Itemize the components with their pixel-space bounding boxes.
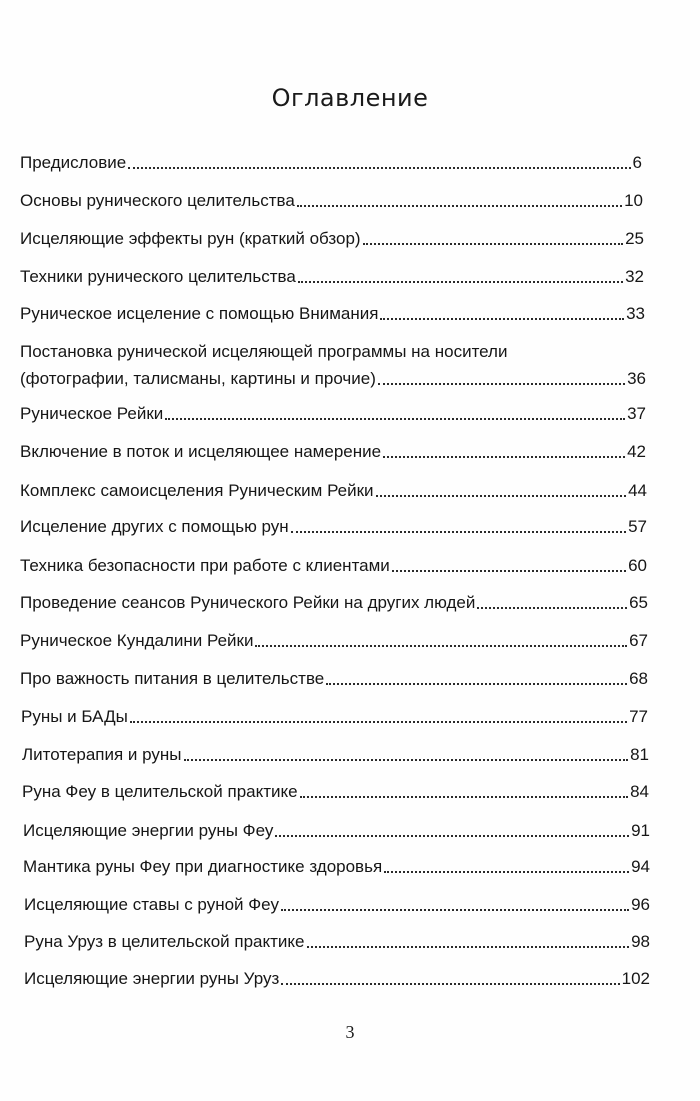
toc-entry-label: Исцеляющие эффекты рун (краткий обзор) <box>20 229 361 248</box>
toc-entry-label: Литотерапия и руны <box>22 745 182 764</box>
dot-leader <box>380 318 624 320</box>
toc-entry-label: Про важность питания в целительстве <box>20 669 325 688</box>
toc-entry-label: Руническое Кундалини Рейки <box>20 631 254 650</box>
toc-entry-page: 60 <box>628 556 647 575</box>
toc-entry-page: 84 <box>630 782 649 801</box>
toc-entry-label: Комплекс самоисцеления Руническим Рейки <box>20 481 374 500</box>
toc-entry-label: Исцеление других с помощью рун <box>20 517 289 536</box>
toc-entry <box>20 481 647 501</box>
toc-entry-page: 65 <box>629 593 648 612</box>
toc-entry <box>20 669 648 689</box>
toc-entry <box>20 631 648 651</box>
toc-entry-label: Исцеляющие ставы с руной Феу <box>24 895 279 914</box>
toc-entry <box>20 229 644 249</box>
dot-leader <box>275 835 629 837</box>
toc-entry <box>20 404 646 424</box>
toc-entry-page: 42 <box>627 442 646 461</box>
toc-entry <box>20 267 644 287</box>
dot-leader <box>378 383 625 385</box>
toc-entry-page: 44 <box>628 481 647 500</box>
toc-entry-page: 91 <box>631 821 650 840</box>
toc-entry <box>20 304 645 324</box>
dot-leader <box>184 759 629 761</box>
toc-entry-page: 25 <box>625 229 644 248</box>
toc-entry-label: Руны и БАДы <box>21 707 128 726</box>
toc-entry <box>20 556 647 576</box>
toc-entry <box>20 191 643 211</box>
toc-entry-page: 98 <box>631 932 650 951</box>
toc-entry-label: Руна Уруз в целительской практике <box>24 932 305 951</box>
toc-entry-label: Проведение сеансов Рунического Рейки на других людей <box>20 593 476 612</box>
toc-entry <box>21 707 648 727</box>
toc-entry-page: 67 <box>629 631 648 650</box>
page-number: 3 <box>345 1022 355 1042</box>
toc-entry <box>20 369 646 389</box>
dot-leader <box>281 909 629 911</box>
toc-entry-label: Основы рунического целительства <box>20 191 295 210</box>
toc-entry-page: 33 <box>626 304 645 323</box>
dot-leader <box>300 796 628 798</box>
dot-leader <box>392 570 626 572</box>
dot-leader <box>297 205 622 207</box>
toc-entry-page: 36 <box>627 369 646 388</box>
toc-entry-page: 77 <box>629 707 648 726</box>
toc-entry-page: 94 <box>631 857 650 876</box>
toc-entry-page: 102 <box>621 969 650 988</box>
toc-entry-label: Исцеляющие энергии руны Феу <box>23 821 274 840</box>
dot-leader <box>255 645 627 647</box>
toc-entry-page: 68 <box>629 669 648 688</box>
toc-entry-label: Техника безопасности при работе с клиентами <box>20 556 390 575</box>
dot-leader <box>128 167 630 169</box>
toc-entry <box>20 517 647 537</box>
toc-entry-page: 96 <box>631 895 650 914</box>
toc-entry-label: Руническое исцеление с помощью Внимания <box>20 304 379 323</box>
toc-entry <box>23 821 650 841</box>
dot-leader <box>291 531 626 533</box>
dot-leader <box>383 456 625 458</box>
dot-leader <box>165 418 625 420</box>
dot-leader <box>326 683 627 685</box>
dot-leader <box>376 495 627 497</box>
toc-entry <box>23 857 650 877</box>
toc-entry-label: Руна Феу в целительской практике <box>22 782 298 801</box>
toc-entry-page: 32 <box>625 267 644 286</box>
toc-entry-label: Техники рунического целительства <box>20 267 296 286</box>
toc-entry-page: 37 <box>627 404 646 423</box>
dot-leader <box>281 983 619 985</box>
toc-entry <box>24 969 650 989</box>
toc-entry <box>20 153 642 173</box>
toc-entry <box>22 745 649 765</box>
dot-leader <box>363 243 623 245</box>
dot-leader <box>307 946 630 948</box>
dot-leader <box>298 281 623 283</box>
toc-entry <box>24 895 650 915</box>
toc-entry-page: 10 <box>624 191 643 210</box>
page-title: Оглавление <box>271 84 429 112</box>
toc-entry <box>22 782 649 802</box>
toc-entry <box>20 593 648 613</box>
toc-entry-label: Мантика руны Феу при диагностике здоровья <box>23 857 383 876</box>
toc-entry-label-line1: Постановка рунической исцеляющей программы на носители <box>20 342 508 361</box>
toc-entry-label: Руническое Рейки <box>20 404 164 423</box>
toc-entry-label: Исцеляющие энергии руны Уруз <box>24 969 280 988</box>
dot-leader <box>477 607 627 609</box>
dot-leader <box>384 871 629 873</box>
toc-entry-page: 57 <box>628 517 647 536</box>
toc-entry-label: Предисловие <box>20 153 127 172</box>
dot-leader <box>130 721 627 723</box>
toc-entry <box>20 442 646 462</box>
toc-entry-page: 81 <box>630 745 649 764</box>
toc-entry-label: (фотографии, талисманы, картины и прочие) <box>20 369 376 388</box>
toc-entry-label: Включение в поток и исцеляющее намерение <box>20 442 382 461</box>
toc-entry <box>24 932 650 952</box>
toc-entry-page: 6 <box>632 153 642 172</box>
